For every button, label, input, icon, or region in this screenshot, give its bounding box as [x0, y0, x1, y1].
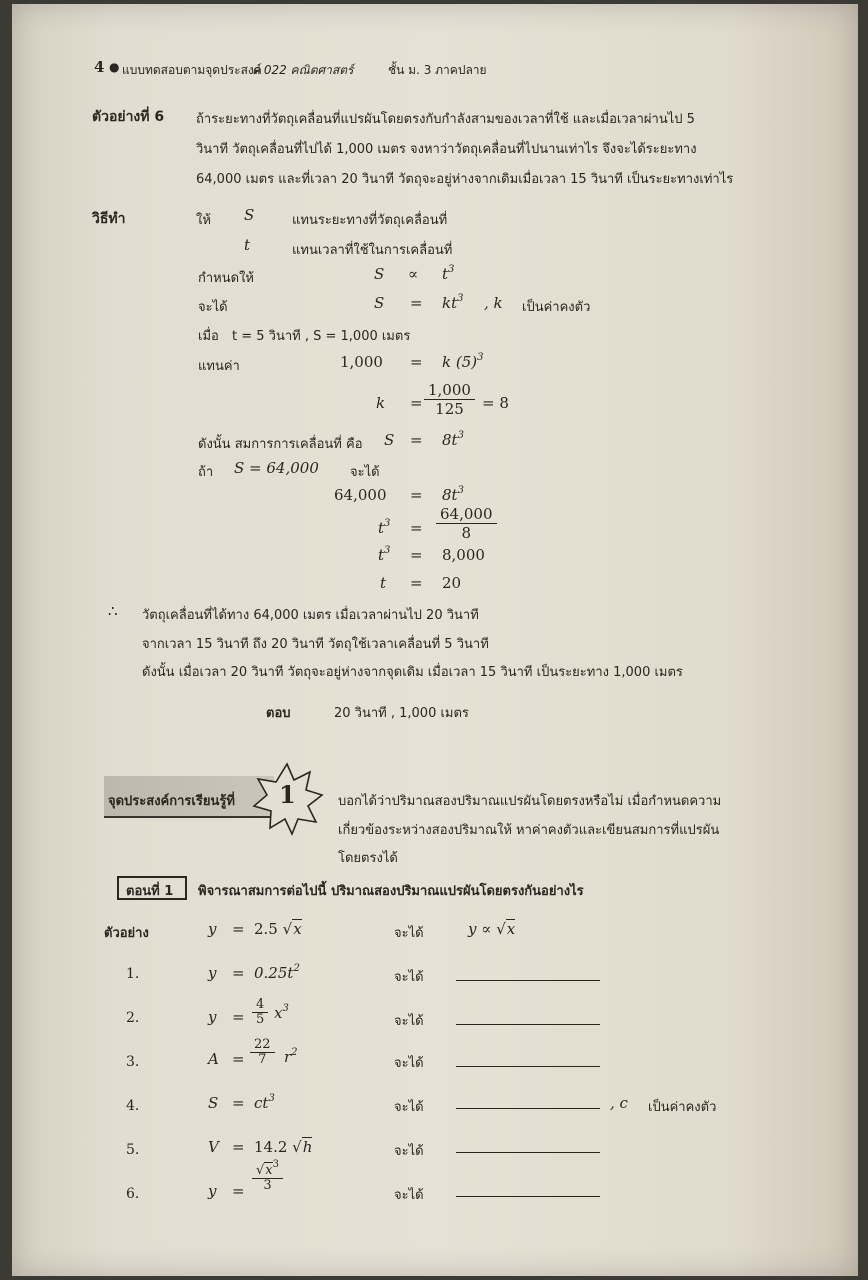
- header-bullet: ●: [109, 60, 120, 74]
- get-note-var: , k: [484, 294, 503, 312]
- item-2-get: จะได้: [394, 1014, 424, 1029]
- item-5-lhs: V: [208, 1138, 219, 1156]
- conclusion-line-2: จากเวลา 15 วินาที ถึง 20 วินาที วัตถุใช้เวลาเคลื่อนที่ 5 วินาที: [142, 637, 489, 652]
- example-get: จะได้: [394, 926, 424, 941]
- item-1-get: จะได้: [394, 970, 424, 985]
- item-5-get: จะได้: [394, 1144, 424, 1159]
- thus-rhs: $8t^3$: [442, 430, 464, 449]
- item-2-number: 2.: [126, 1010, 140, 1026]
- sub-rhs: k $(5)^3$: [442, 352, 484, 371]
- step4-eq: =: [410, 574, 423, 592]
- thus-label: ดังนั้น สมการการเคลื่อนที่ คือ: [198, 437, 363, 452]
- let-label: ให้: [196, 213, 211, 228]
- example-answer: y ∝ √x: [468, 920, 516, 938]
- step2-eq: =: [410, 519, 423, 537]
- given-label: กำหนดให้: [198, 271, 254, 286]
- item-4-number: 4.: [126, 1098, 140, 1114]
- k-eq: =: [410, 394, 423, 412]
- get-label: จะได้: [198, 300, 228, 315]
- step4-lhs: t: [380, 574, 387, 592]
- example-line-2: วินาที วัตถุเคลื่อนที่ไปได้ 1,000 เมตร จงหาว่าวัตถุเคลื่อนที่ไปนานเท่าไร จึงจะได้ระยะทาง: [196, 142, 697, 157]
- step1-lhs: 64,000: [334, 486, 387, 504]
- example-line-3: 64,000 เมตร และที่เวลา 20 วินาที วัตถุจะอยู่ห่างจากเดิมเมื่อเวลา 15 วินาที เป็นระยะทางเท่าไร: [196, 172, 734, 187]
- get-lhs: S: [374, 294, 385, 312]
- k-fraction: $\frac{1,000}{125}$: [424, 381, 475, 418]
- given-sym: ∝: [408, 265, 419, 283]
- example-label: ตัวอย่างที่ 6: [92, 109, 165, 125]
- header-title: แบบทดสอบตามจุดประสงค์: [122, 63, 262, 77]
- item-4-rhs: $ct^3$: [254, 1093, 275, 1112]
- item-3-get: จะได้: [394, 1056, 424, 1071]
- var-t: t: [244, 236, 251, 254]
- page-number: 4: [94, 58, 105, 76]
- item-6-number: 6.: [126, 1186, 140, 1202]
- var-s: S: [244, 206, 255, 224]
- item-3-var: $r^2$: [284, 1047, 298, 1066]
- desc-s: แทนระยะทางที่วัตถุเคลื่อนที่: [292, 213, 448, 228]
- item-5-number: 5.: [126, 1142, 140, 1158]
- part-instruction: พิจารณาสมการต่อไปนี้ ปริมาณสองปริมาณแปรผันโดยตรงกันอย่างไร: [198, 884, 584, 899]
- objective-line-1: บอกได้ว่าปริมาณสองปริมาณแปรผันโดยตรงหรือไม่ เมื่อกำหนดความ: [338, 794, 722, 809]
- textbook-page: [12, 4, 858, 1276]
- objective-line-3: โดยตรงได้: [338, 851, 398, 866]
- item-2-fraction: $\frac{4}{5}$: [252, 998, 268, 1027]
- item-2-lhs: y: [208, 1008, 217, 1026]
- example-lhs: y: [208, 920, 217, 938]
- step2-lhs: $t^3$: [378, 518, 391, 537]
- thus-eq: =: [410, 431, 423, 449]
- item-3-number: 3.: [126, 1054, 140, 1070]
- item-4-lhs: S: [208, 1094, 219, 1112]
- step1-rhs: $8t^3$: [442, 485, 464, 504]
- item-3-lhs: A: [208, 1050, 219, 1068]
- if-condition: S = 64,000: [234, 459, 319, 477]
- item-3-fraction: $\frac{22}{7}$: [250, 1038, 275, 1067]
- if-label: ถ้า: [198, 465, 214, 480]
- example-eq: =: [232, 920, 245, 938]
- example-line-1: ถ้าระยะทางที่วัตถุเคลื่อนที่แปรผันโดยตรงกับกำลังสามของเวลาที่ใช้ และเมื่อเวลาผ่านไป 5: [196, 112, 695, 127]
- item-1-rhs: $0.25t^2$: [254, 963, 300, 982]
- item-4-eq: =: [232, 1094, 245, 1112]
- get-rhs: $kt^3$: [442, 293, 464, 312]
- conclusion-line-3: ดังนั้น เมื่อเวลา 20 วินาที วัตถุจะอยู่ห่างจากจุดเดิม เมื่อเวลา 15 วินาที เป็นระยะทาง 1,000 เมตร: [142, 665, 683, 680]
- header-level: ชั้น ม. 3 ภาคปลาย: [388, 63, 487, 77]
- item-5-rhs: 14.2 √h: [254, 1138, 313, 1156]
- step1-eq: =: [410, 486, 423, 504]
- objective-number: 1: [279, 780, 296, 809]
- item-6-lhs: y: [208, 1182, 217, 1200]
- item-1-lhs: y: [208, 964, 217, 982]
- step3-rhs: 8,000: [442, 546, 485, 564]
- k-lhs: k: [376, 394, 386, 412]
- example-rhs: 2.5 √x: [254, 920, 302, 938]
- item-4-note: เป็นค่าคงตัว: [648, 1100, 717, 1115]
- when-condition: t = 5 วินาที , S = 1,000 เมตร: [232, 329, 411, 344]
- item-6-answer-blank[interactable]: [456, 1196, 600, 1197]
- if-get: จะได้: [350, 465, 380, 480]
- conclusion-line-1: วัตถุเคลื่อนที่ได้ทาง 64,000 เมตร เมื่อเวลาผ่านไป 20 วินาที: [142, 608, 479, 623]
- item-5-eq: =: [232, 1138, 245, 1156]
- desc-t: แทนเวลาที่ใช้ในการเคลื่อนที่: [292, 243, 453, 258]
- item-6-fraction: $\frac{√x^3}{3}$: [252, 1164, 283, 1193]
- step3-lhs: $t^3$: [378, 545, 391, 564]
- objective-line-2: เกี่ยวข้องระหว่างสองปริมาณให้ หาค่าคงตัวและเขียนสมการที่แปรผัน: [338, 823, 720, 838]
- sub-eq: =: [410, 353, 423, 371]
- step3-eq: =: [410, 546, 423, 564]
- sub-lhs: 1,000: [340, 353, 383, 371]
- item-3-eq: =: [232, 1050, 245, 1068]
- step4-rhs: 20: [442, 574, 462, 592]
- thus-lhs: S: [384, 431, 395, 449]
- item-2-eq: =: [232, 1008, 245, 1026]
- solution-label: วิธีทำ: [92, 211, 126, 227]
- given-rhs: $t^3$: [442, 264, 455, 283]
- substitute-label: แทนค่า: [198, 359, 240, 374]
- header-course: ค 022 คณิตศาสตร์: [252, 63, 354, 77]
- part-label: ตอนที่ 1: [126, 884, 174, 899]
- item-1-answer-blank[interactable]: [456, 980, 600, 981]
- item-2-var: $x^3$: [274, 1003, 289, 1022]
- when-label: เมื่อ: [198, 329, 219, 344]
- example-row-label: ตัวอย่าง: [104, 926, 149, 941]
- get-eq: =: [410, 294, 423, 312]
- given-lhs: S: [374, 265, 385, 283]
- therefore-symbol: ∴: [108, 602, 118, 620]
- get-note: เป็นค่าคงตัว: [522, 300, 591, 315]
- item-1-eq: =: [232, 964, 245, 982]
- item-5-answer-blank[interactable]: [456, 1152, 600, 1153]
- item-6-get: จะได้: [394, 1188, 424, 1203]
- item-3-answer-blank[interactable]: [456, 1066, 600, 1067]
- objective-label: จุดประสงค์การเรียนรู้ที่: [108, 794, 235, 809]
- answer-value: 20 วินาที , 1,000 เมตร: [334, 706, 469, 721]
- item-4-answer-blank[interactable]: [456, 1108, 600, 1109]
- item-4-note-var: , c: [610, 1094, 628, 1112]
- answer-label: ตอบ: [266, 706, 291, 721]
- item-1-number: 1.: [126, 966, 140, 982]
- item-4-get: จะได้: [394, 1100, 424, 1115]
- k-result: = 8: [482, 394, 509, 412]
- item-2-answer-blank[interactable]: [456, 1024, 600, 1025]
- step2-fraction: $\frac{64,000}{8}$: [436, 505, 497, 542]
- item-6-eq: =: [232, 1182, 245, 1200]
